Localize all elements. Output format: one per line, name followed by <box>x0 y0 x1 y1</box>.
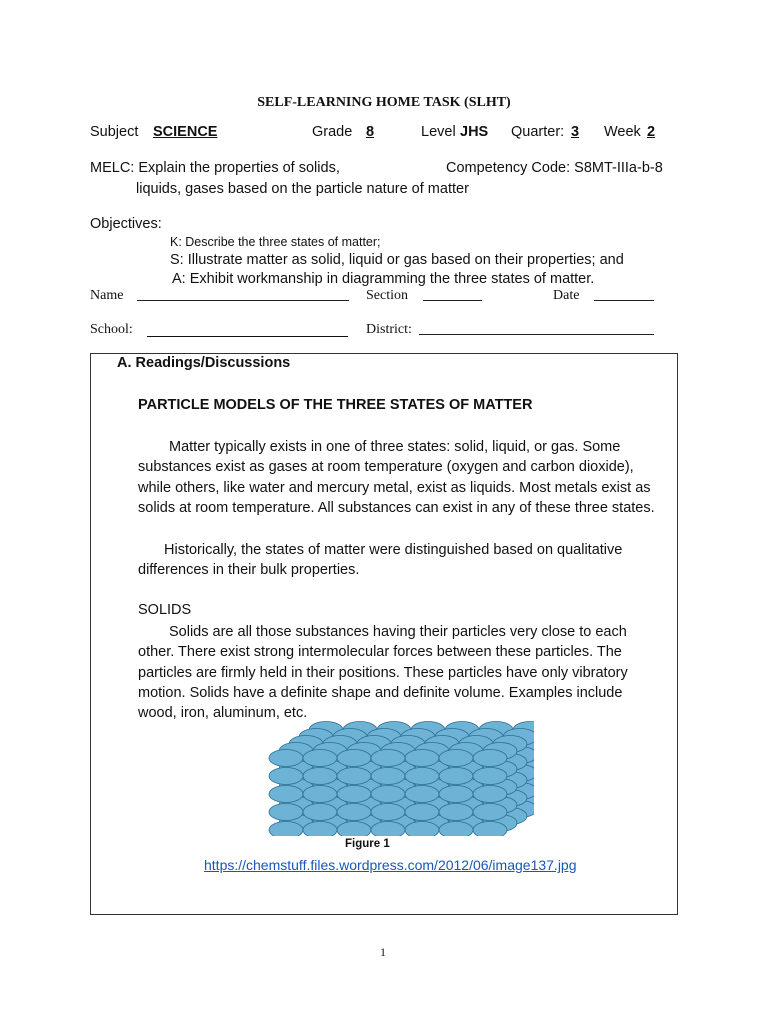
particle <box>371 822 405 837</box>
particle <box>269 750 303 767</box>
page-number: 1 <box>380 945 386 959</box>
solids-heading: SOLIDS <box>138 602 192 618</box>
objective-knowledge: K: Describe the three states of matter; <box>170 235 381 249</box>
particle <box>473 768 507 785</box>
particle <box>269 768 303 785</box>
level-value: JHS <box>460 124 489 140</box>
particle <box>405 768 439 785</box>
particle <box>371 804 405 821</box>
particle <box>473 822 507 837</box>
particle <box>337 768 371 785</box>
particle <box>371 750 405 767</box>
name-field[interactable] <box>137 288 349 306</box>
particle <box>337 750 371 767</box>
readings-heading: A. Readings/Discussions <box>117 355 291 371</box>
particle <box>371 786 405 803</box>
school-label: School: <box>90 322 133 337</box>
paragraph-history <box>138 540 658 581</box>
objective-attitude: A: Exhibit workmanship in diagramming the three states of matter. <box>172 271 595 287</box>
week-label: Week <box>604 124 641 140</box>
paragraph-history-text: Historically, the states of matter were distinguished based on qualitative differences in their bulk properties. <box>138 542 623 579</box>
particle <box>303 750 337 767</box>
section-label: Section <box>366 288 408 303</box>
section-field[interactable] <box>423 288 482 306</box>
particle <box>439 786 473 803</box>
school-field[interactable] <box>147 324 348 342</box>
objectives-label: Objectives: <box>90 216 162 232</box>
page-title: SELF-LEARNING HOME TASK (SLHT) <box>257 95 511 110</box>
particle <box>439 822 473 837</box>
paragraph-states <box>138 437 658 518</box>
particle <box>405 804 439 821</box>
subject-value: SCIENCE <box>153 124 218 140</box>
quarter-label: Quarter: <box>511 124 565 140</box>
particle <box>303 786 337 803</box>
particle <box>269 804 303 821</box>
particle <box>303 804 337 821</box>
particle <box>473 804 507 821</box>
subject-label: Subject <box>90 124 139 140</box>
particle <box>337 804 371 821</box>
readings-subheading: PARTICLE MODELS OF THE THREE STATES OF MATTER <box>138 397 533 413</box>
particle <box>371 768 405 785</box>
particle <box>405 750 439 767</box>
particle <box>439 750 473 767</box>
particle <box>303 768 337 785</box>
competency-code: Competency Code: S8MT-IIIa-b-8 <box>446 160 663 176</box>
objective-skill: S: Illustrate matter as solid, liquid or gas based on their properties; and <box>170 252 624 268</box>
particle <box>405 786 439 803</box>
grade-label: Grade <box>312 124 353 140</box>
paragraph-solids-text: Solids are all those substances having their particles very close to each other. There exist strong intermolecular forces between these particles. The particles are firmly held in their positions. These particles have only vibratory motion. Solids have a definite shape and definite volume. Examples include wood, iron, aluminum, etc. <box>138 624 628 722</box>
particle <box>337 786 371 803</box>
date-field[interactable] <box>594 288 654 306</box>
particle <box>439 768 473 785</box>
particle <box>337 822 371 837</box>
district-label: District: <box>366 322 412 337</box>
paragraph-states-text: Matter typically exists in one of three states: solid, liquid, or gas. Some substances exist as gases at room temperature (oxygen and carbon dioxide), while others, like water and mercury metal, exist as liquids. Most metals exist as solids at room temperature. All substances can exist in any of these three states. <box>138 439 655 516</box>
district-field[interactable] <box>419 322 654 340</box>
grade-value: 8 <box>366 124 375 140</box>
particle <box>303 822 337 837</box>
week-value: 2 <box>647 124 656 140</box>
level-label: Level <box>421 124 456 140</box>
particle <box>473 786 507 803</box>
name-label: Name <box>90 288 124 303</box>
melc-line-1: MELC: Explain the properties of solids, <box>90 160 340 176</box>
paragraph-solids <box>138 622 658 723</box>
quarter-value: 3 <box>571 124 580 140</box>
particle <box>439 804 473 821</box>
melc-line-2: liquids, gases based on the particle nature of matter <box>136 181 469 197</box>
figure-caption: Figure 1 <box>345 838 390 850</box>
particle <box>473 750 507 767</box>
solid-particles-figure <box>268 718 534 836</box>
particle <box>405 822 439 837</box>
date-label: Date <box>553 288 580 303</box>
particle <box>269 786 303 803</box>
particle <box>269 822 303 837</box>
figure-source-link[interactable]: https://chemstuff.files.wordpress.com/2012/06/image137.jpg <box>204 857 577 873</box>
